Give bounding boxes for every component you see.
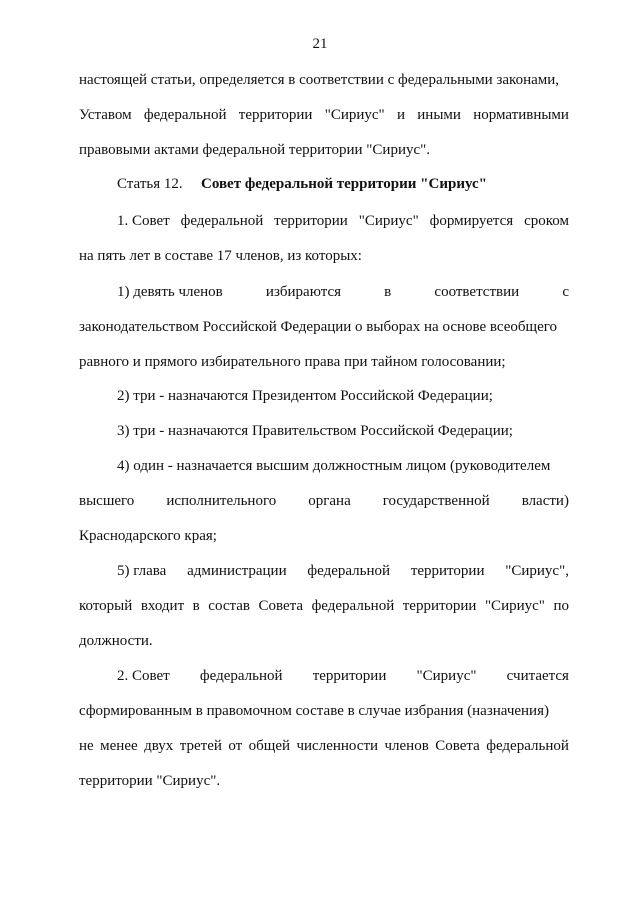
text-word: состав [208, 598, 250, 614]
text-word: территории [238, 107, 313, 123]
text-line-p2-1 [117, 667, 569, 685]
text-line-p1-2: на пять лет в составе 17 членов, из которых: [79, 248, 362, 264]
text-line-item4-3: Краснодарского края; [79, 528, 217, 544]
text-word: органа [308, 493, 351, 509]
text-word: входит [140, 598, 185, 614]
text-word: "Сириус" [416, 668, 477, 684]
text-word: администрации [187, 563, 287, 579]
text-word: федеральной [486, 738, 569, 754]
text-word: общей [248, 738, 291, 754]
text-line-intro-3: правовыми актами федеральной территории "Сириус". [79, 142, 431, 158]
text-line-item5-1 [117, 562, 569, 580]
text-word: иными [417, 107, 461, 123]
text-line-item1-3: равного и прямого избирательного права при тайном голосовании; [79, 354, 506, 370]
text-word: Совета [258, 598, 304, 614]
text-word: федеральной [180, 213, 264, 229]
text-word: территории [402, 598, 477, 614]
text-word: Совета [435, 738, 480, 754]
text-word: 1) девять членов [117, 284, 223, 300]
text-word: численности [296, 738, 379, 754]
article-heading [117, 175, 487, 193]
text-line-intro-2 [79, 106, 569, 124]
text-line-item3: 3) три - назначаются Правительством Российской Федерации; [117, 423, 513, 439]
text-line-item4-2 [79, 492, 569, 510]
text-word: федеральной [311, 598, 395, 614]
text-word: формируется [429, 213, 514, 229]
text-line-item1-2: законодательством Российской Федерации о выборах на основе всеобщего [79, 319, 558, 335]
text-line-item4-1: 4) один - назначается высшим должностным лицом (руководителем [117, 458, 551, 474]
text-word: в [384, 284, 392, 300]
text-word: 2. Совет [117, 668, 170, 684]
text-line-p2-3 [79, 737, 569, 755]
text-line-p1-1 [117, 212, 569, 230]
text-word: "Сириус" [358, 213, 419, 229]
text-word: с [562, 284, 569, 300]
text-line-item5-2 [79, 597, 569, 615]
text-word: третей [179, 738, 222, 754]
text-word: в [192, 598, 200, 614]
text-word: 1. Совет [117, 213, 170, 229]
text-word: избираются [265, 284, 341, 300]
text-word: Уставом [79, 107, 132, 123]
text-word: по [553, 598, 569, 614]
text-line-p2-4: территории "Сириус". [79, 773, 221, 789]
page-number: 21 [312, 36, 328, 52]
text-word: территории [410, 563, 485, 579]
text-word: власти) [521, 493, 569, 509]
text-word: исполнительного [166, 493, 277, 509]
text-line-p2-2: сформированным в правомочном составе в случае избрания (назначения) [79, 703, 549, 719]
text-word: не [79, 738, 94, 754]
text-word: государственной [382, 493, 490, 509]
text-word: считается [506, 668, 569, 684]
text-word: членов [384, 738, 429, 754]
text-word: двух [144, 738, 174, 754]
text-line-item5-3: должности. [79, 633, 153, 649]
text-word: 5) глава [117, 563, 167, 579]
text-word: и [396, 107, 405, 123]
text-word: нормативными [473, 107, 569, 123]
article-number: Статья 12. [117, 176, 183, 192]
text-line-intro-1: настоящей статьи, определяется в соответствии с федеральными законами, [79, 72, 560, 88]
text-word: сроком [524, 213, 569, 229]
text-word: "Сириус" [324, 107, 385, 123]
text-line-item2: 2) три - назначаются Президентом Российской Федерации; [117, 388, 493, 404]
text-word: высшего [79, 493, 135, 509]
text-word: территории [312, 668, 387, 684]
text-word: федеральной [143, 107, 227, 123]
text-line-item1-1 [117, 283, 569, 301]
article-title: Совет федеральной территории "Сириус" [201, 176, 487, 192]
text-word: федеральной [199, 668, 283, 684]
text-word: "Сириус", [505, 563, 569, 579]
text-word: который [79, 598, 133, 614]
text-word: менее [100, 738, 138, 754]
text-word: федеральной [307, 563, 391, 579]
text-word: территории [274, 213, 348, 229]
text-word: соответствии [434, 284, 520, 300]
text-word: "Сириус" [484, 598, 545, 614]
text-word: от [228, 738, 243, 754]
